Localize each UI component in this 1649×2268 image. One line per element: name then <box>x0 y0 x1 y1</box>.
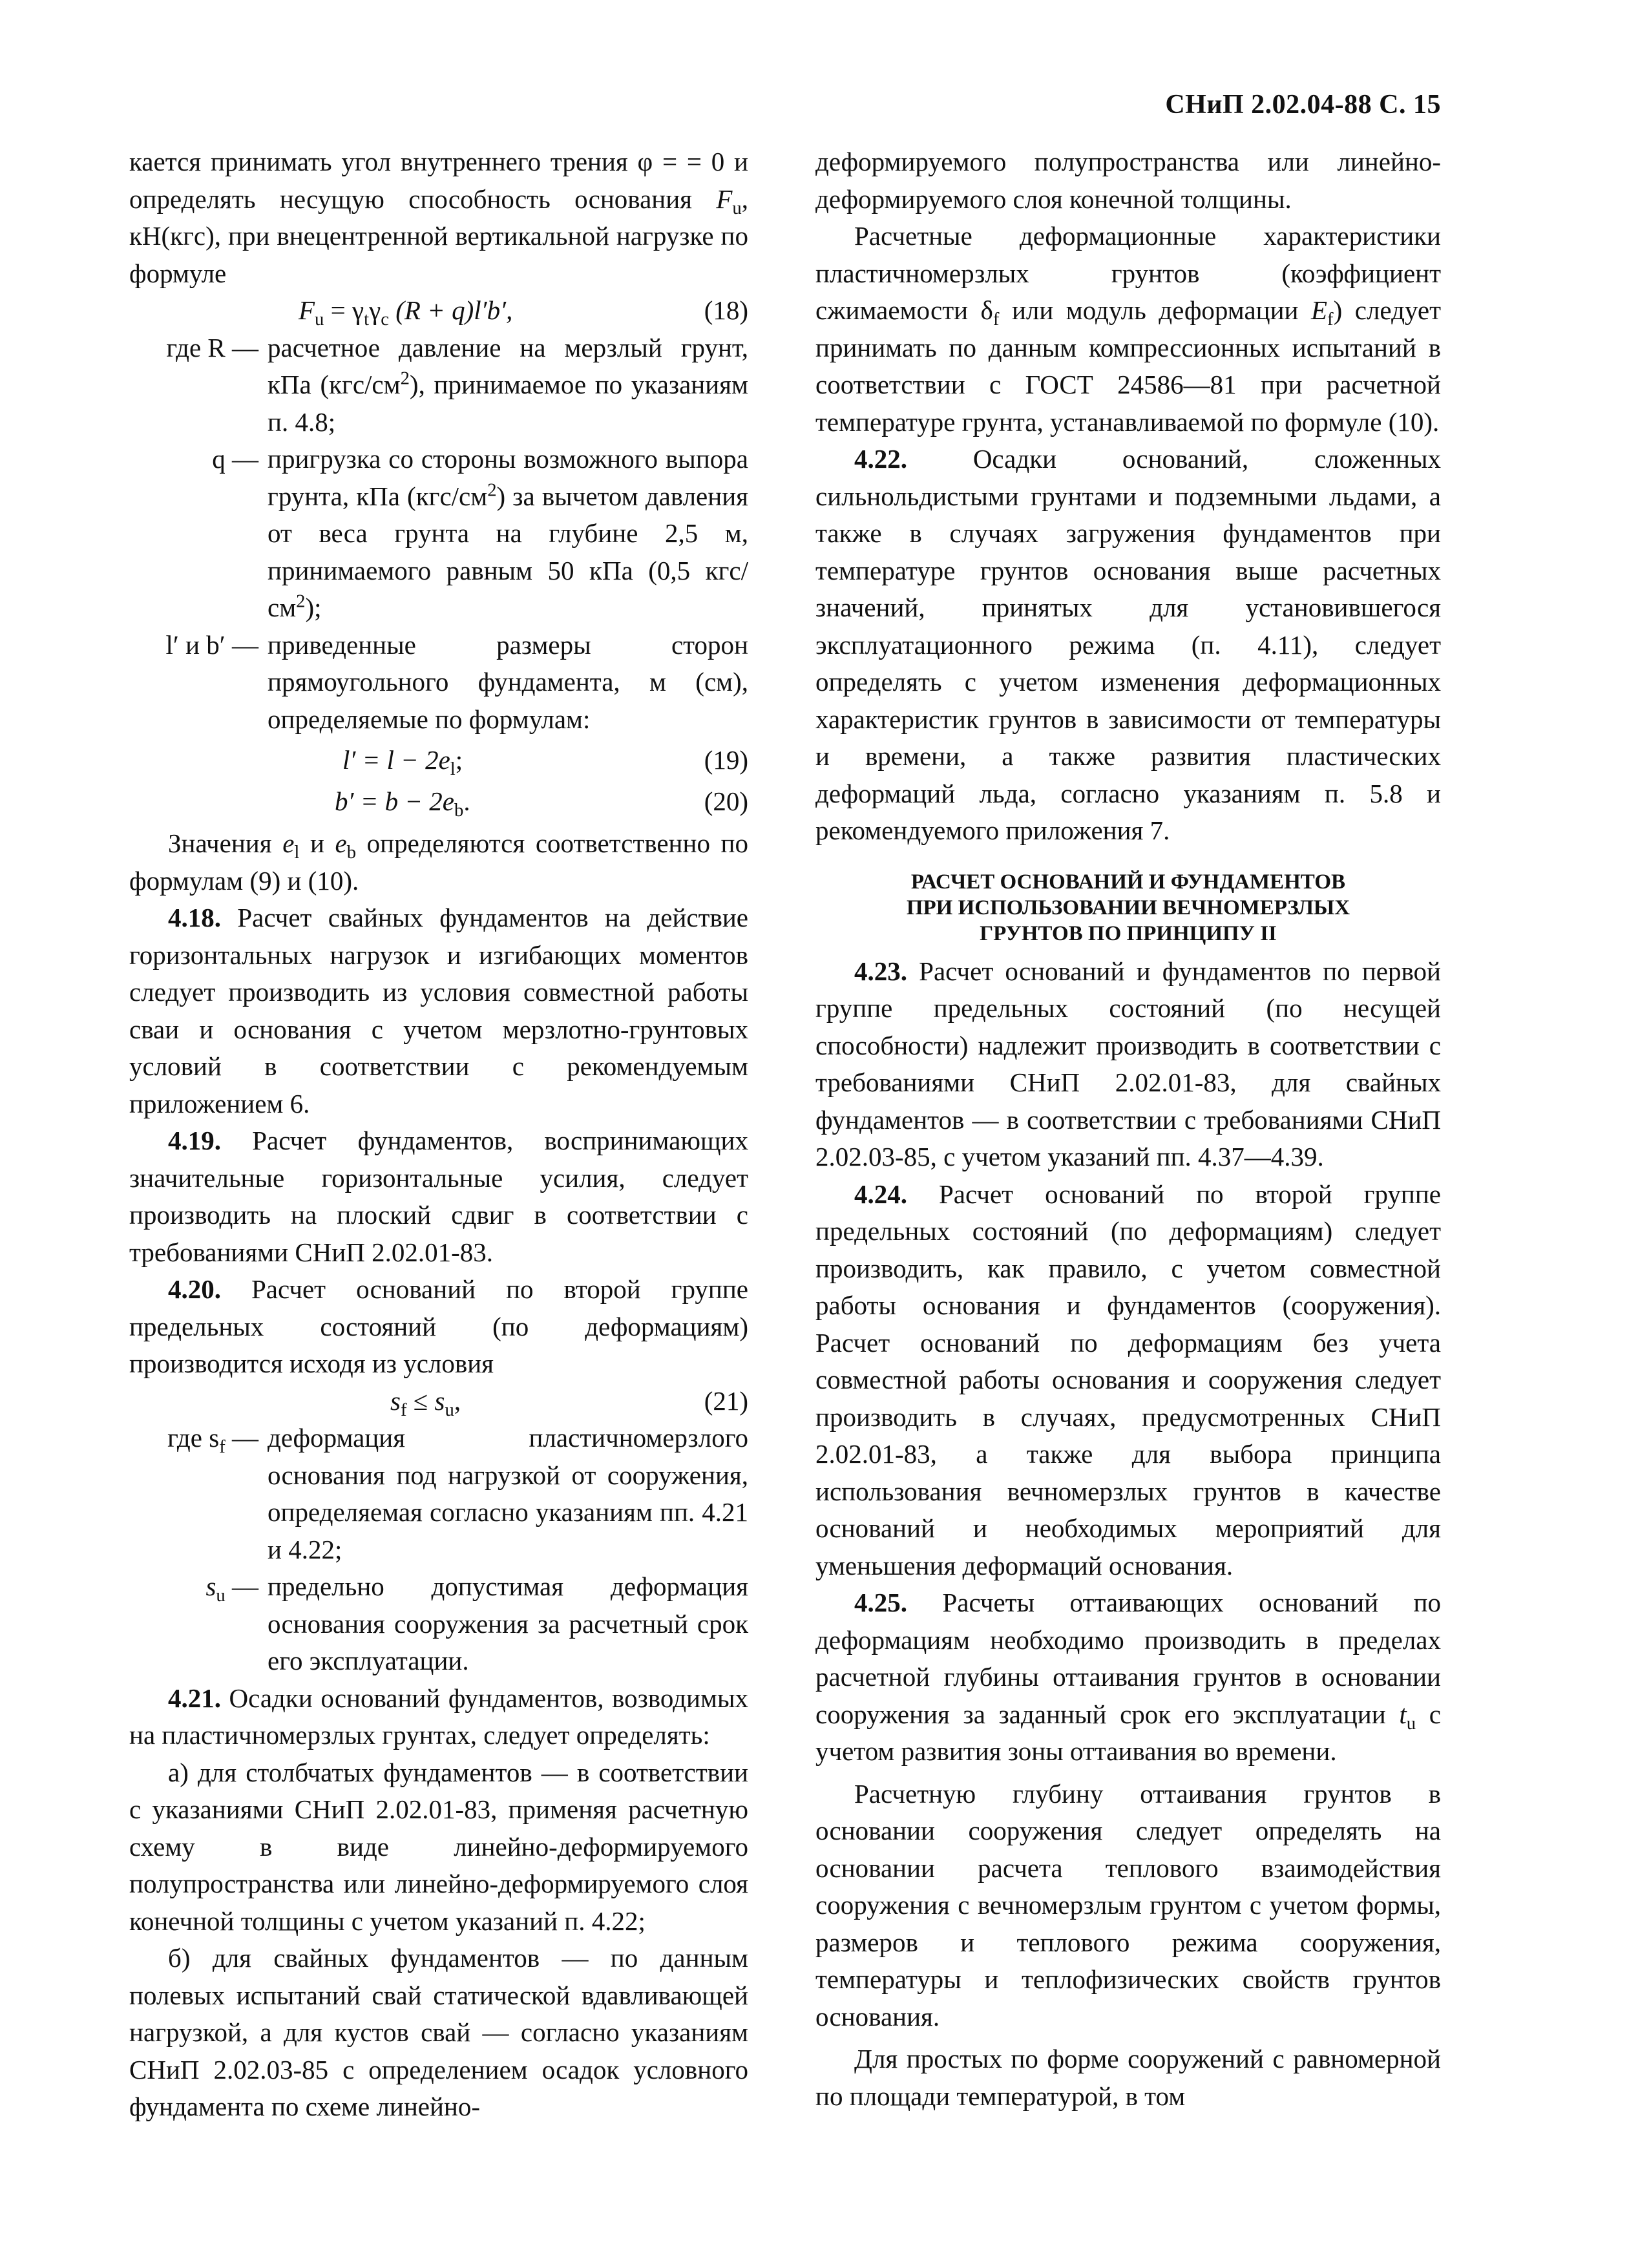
values-paragraph: Значения $e_l$ и $e_b$ определяются соответственно по формулам (9) и (10). <box>129 828 748 896</box>
paragraph-4-20: 4.20. Расчет оснований по второй группе предельных состояний (по деформациям) производится исходя из условия <box>129 1274 748 1378</box>
paragraph-4-22: 4.22. Осадки оснований, сложенных сильнольдистыми грунтами и подземными льдами, а также в случаях загружения фундаментов при температуре грунтов основания выше расчетных значений, принятых для установившегося эксплуатационного режима (п. 4.11), следует определять с учетом изменения деформационных характеристик грунтов в зависимости от температуры и времени, а также развития пластических деформаций льда, согласно указаниям п. 5.8 и рекомендуемого приложения 7. <box>815 444 1441 845</box>
definition-sf: где $s_f$ — деформация пластичномерзлого основания под нагрузкой от сооружения, определяемая согласно указаниям пп. 4.21 и 4.22; <box>167 1423 748 1564</box>
formula-number: (21) <box>704 1385 748 1416</box>
paragraph-4-21-b: б) для свайных фундаментов — по данным полевых испытаний свай статической вдавливающей нагрузкой, а для кустов свай — согласно указаниям СНиП 2.02.03-85 с определением осадок условного фундамента по схеме линейно- <box>129 1943 748 2121</box>
intro-paragraph: кается принимать угол внутреннего трения φ = = 0 и определять несущую способность основания $F_u$, кН(кгс), при внецентренной вертикальной нагрузке по формуле <box>129 147 748 288</box>
paragraph-4-21-a: а) для столбчатых фундаментов — в соответствии с указаниями СНиП 2.02.01-83, применяя расчетную схему в виде линейно-деформируемого полупространства или линейно-деформируемого слоя конечной толщины с учетом указаний п. 4.22; <box>129 1757 748 1936</box>
running-header: СНиП 2.02.04-88 С. 15 <box>1165 90 1441 120</box>
right-column <box>815 143 1441 2115</box>
section-title: РАСЧЕТ ОСНОВАНИЙ И ФУНДАМЕНТОВ ПРИ ИСПОЛЬЗОВАНИИ ВЕЧНОМЕРЗЛЫХ ГРУНТОВ ПО ПРИНЦИПУ II <box>906 870 1350 945</box>
characteristics-paragraph: Расчетные деформационные характеристики пластичномерзлых грунтов (коэффициент сжимаемости $\delta_f$ или модуль деформации $E_f$) следует принимать по данным компрессионных испытаний в соответствии с ГОСТ 24586—81 при расчетной температуре грунта, устанавливаемой по формуле (10). <box>815 221 1442 437</box>
paragraph-4-21: 4.21. Осадки оснований фундаментов, возводимых на пластичномерзлых грунтах, следует определять: <box>129 1683 748 1750</box>
definition-R: где R — расчетное давление на мерзлый грунт, кПа $(кгс/см^2)$, принимаемое по указаниям п. 4.8; <box>166 332 748 437</box>
definition-lb: l′ и b′ — приведенные размеры сторон прямоугольного фундамента, м (см), определяемые по формулам: <box>165 629 748 734</box>
formula-19: $l' = l - 2e_l$; (19) <box>129 742 748 779</box>
definition-q: q — пригрузка со стороны возможного выпора грунта, кПа $(кгс/см^2)$ за вычетом давления от веса грунта на глубине 2,5 м, принимаемого равным 50 кПа (0,5 кгс/$см^2$); <box>212 444 748 622</box>
paragraph-4-19: 4.19. Расчет фундаментов, воспринимающих значительные горизонтальные усилия, следует производить на плоский сдвиг в соответствии с требованиями СНиП 2.02.01-83. <box>129 1126 748 1267</box>
formula-number: (18) <box>704 295 748 325</box>
formula-number: (20) <box>704 786 748 816</box>
formula-18: $F_u = \gamma_t\gamma_c$ (R + q)l′b′, (18) <box>129 292 748 330</box>
simple-structures-paragraph: Для простых по форме сооружений с равномерной по площади температурой, в том <box>815 2044 1441 2111</box>
left-column <box>129 143 748 2126</box>
formula-20: $b' = b - 2e_b$. (20) <box>129 783 748 821</box>
paragraph-4-18: 4.18. Расчет свайных фундаментов на действие горизонтальных нагрузок и изгибающих моментов следует производить из условия совместной работы сваи и основания с учетом мерзлотно-грунтовых условий в соответствии с рекомендуемым приложением 6. <box>129 903 748 1118</box>
formula-21: $s_f \le s_u$, (21) <box>129 1383 748 1420</box>
depth-paragraph: Расчетную глубину оттаивания грунтов в основании сооружения следует определять на основании расчета теплового взаимодействия сооружения с вечномерзлым грунтом с учетом формы, размеров и теплового режима сооружения, температуры и теплофизических свойств грунтов основания. <box>815 1778 1441 2032</box>
paragraph-4-24: 4.24. Расчет оснований по второй группе предельных состояний (по деформациям) следует производить, как правило, с учетом совместной работы основания и фундаментов (сооружения). Расчет оснований по деформациям без учета совместной работы основания и сооружения следует производить в случаях, предусмотренных СНиП 2.02.01-83, а также для выбора принципа использования вечномерзлых грунтов в качестве оснований и необходимых мероприятий для уменьшения деформаций основания. <box>815 1179 1441 1580</box>
paragraph-4-25: 4.25. Расчеты оттаивающих оснований по деформациям необходимо производить в пределах расчетной глубины оттаивания грунтов в основании сооружения за заданный срок его эксплуатации $t_u$ с учетом развития зоны оттаивания во времени. <box>815 1588 1441 1766</box>
paragraph-4-23: 4.23. Расчет оснований и фундаментов по первой группе предельных состояний (по несущей способности) надлежит производить в соответствии с требованиями СНиП 2.02.01-83, для свайных фундаментов — в соответствии с требованиями СНиП 2.02.03-85, с учетом указаний пп. 4.37—4.39. <box>815 956 1441 1171</box>
definition-su: $s_u$ — предельно допустимая деформация основания сооружения за расчетный срок его эксплуатации. <box>205 1571 748 1675</box>
continued-paragraph: деформируемого полупространства или линейно-деформируемого слоя конечной толщины. <box>815 147 1441 214</box>
formula-number: (19) <box>704 745 748 775</box>
